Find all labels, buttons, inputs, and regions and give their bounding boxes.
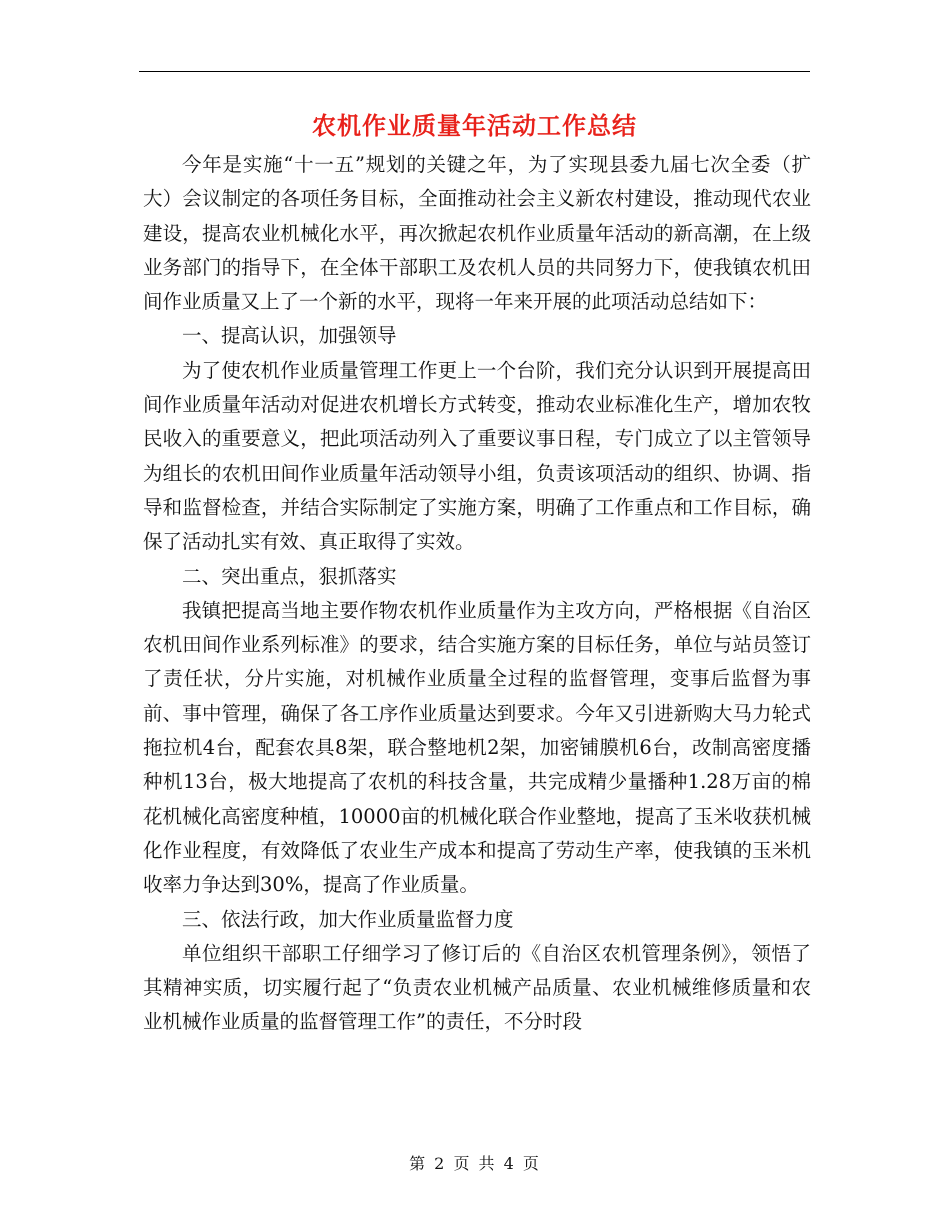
header-rule — [139, 71, 810, 72]
section-heading-2: 二、突出重点，狠抓落实 — [182, 564, 397, 588]
section-heading-1: 一、提高认识，加强领导 — [182, 324, 397, 348]
section-heading-3: 三、依法行政，加大作业质量监督力度 — [182, 907, 514, 931]
page-number: 第 2 页 共 4 页 — [409, 1154, 541, 1173]
paragraph-section-1: 为了使农机作业质量管理工作更上一个台阶，我们充分认识到开展提高田间作业质量年活动对促进农机增长方式转变，推动农业标准化生产，增加农牧民收入的重要意义，把此项活动列入了重要议事日程，专门成立了以主管领导为组长的农机田间作业质量年活动领导小组，负责该项活动的组织、协调、指导和监督检查，并结合实际制定了实施方案，明确了工作重点和工作目标，确保了活动扎实有效、真正取得了实效。 — [143, 358, 811, 554]
paragraph-section-2: 我镇把提高当地主要作物农机作业质量作为主攻方向，严格根据《自治区农机田间作业系列标准》的要求，结合实施方案的目标任务，单位与站员签订了责任状，分片实施，对机械作业质量全过程的监督管理，变事后监督为事前、事中管理，确保了各工序作业质量达到要求。今年又引进新购大马力轮式拖拉机4台，配套农具8架，联合整地机2架，加密铺膜机6台，改制高密度播种机13台，极大地提高了农机的科技含量，共完成精少量播种1.28万亩的棉花机械化高密度种植，10000亩的机械化联合作业整地，提高了玉米收获机械化作业程度，有效降低了农业生产成本和提高了劳动生产率，使我镇的玉米机收率力争达到30%，提高了作业质量。 — [143, 598, 811, 897]
document-body — [143, 148, 811, 1040]
paragraph-intro: 今年是实施“十一五”规划的关键之年，为了实现县委九届七次全委（扩大）会议制定的各项任务目标，全面推动社会主义新农村建设，推动现代农业建设，提高农业机械化水平，再次掀起农机作业质量年活动的新高潮，在上级业务部门的指导下，在全体干部职工及农机人员的共同努力下，使我镇农机田间作业质量又上了一个新的水平，现将一年来开展的此项活动总结如下： — [143, 153, 811, 314]
document-title: 农机作业质量年活动工作总结 — [312, 112, 637, 140]
paragraph-section-3: 单位组织干部职工仔细学习了修订后的《自治区农机管理条例》，领悟了其精神实质，切实履行起了“负责农业机械产品质量、农业机械维修质量和农业机械作业质量的监督管理工作”的责任，不分时段 — [143, 941, 811, 1034]
